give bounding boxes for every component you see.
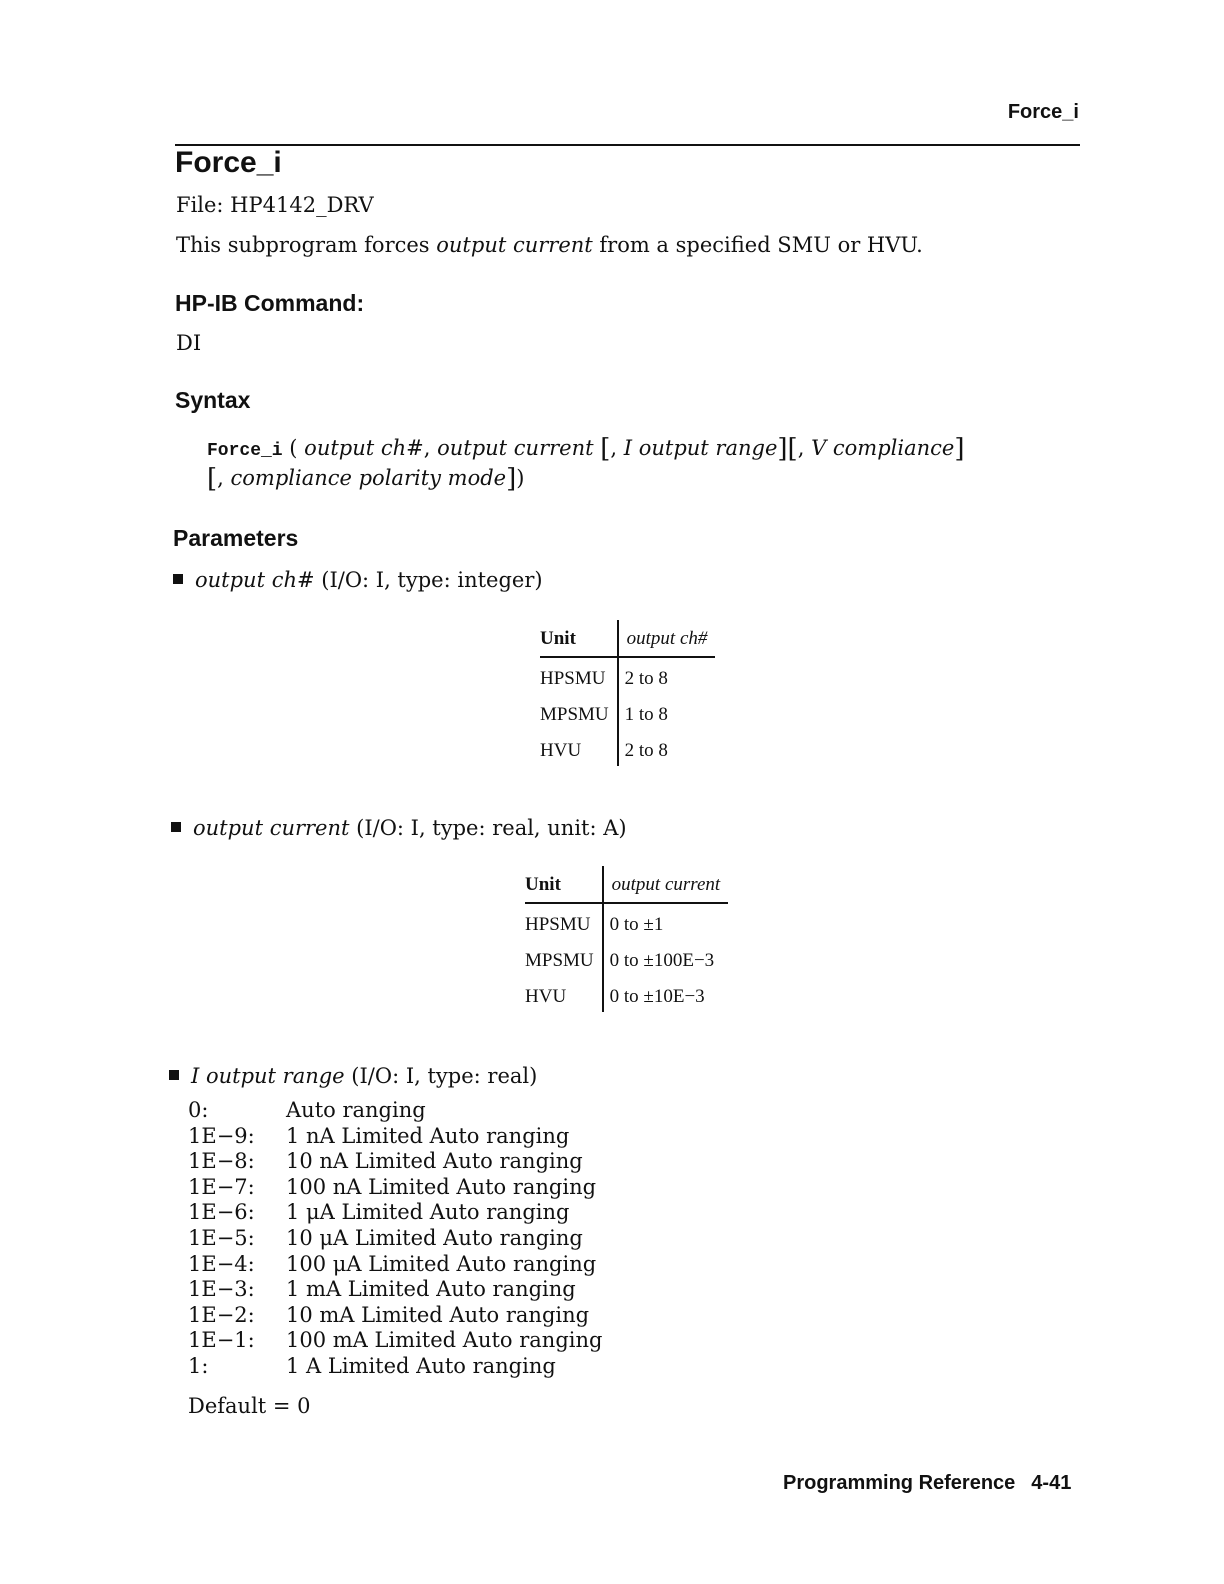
list-item	[188, 1226, 602, 1252]
file-line: File: HP4142_DRV	[176, 193, 374, 217]
page-title: Force_i	[175, 146, 282, 179]
range-desc: 1 nA Limited Auto ranging	[286, 1123, 570, 1148]
syntax-heading: Syntax	[175, 387, 251, 413]
running-header: Force_i	[1007, 101, 1079, 123]
page-footer	[783, 1472, 1071, 1495]
param-name: I output range	[191, 1064, 345, 1088]
list-item	[188, 1252, 602, 1278]
param-desc: (I/O: I, type: real)	[344, 1064, 538, 1088]
list-item	[188, 1098, 602, 1124]
range-desc: 1 μA Limited Auto ranging	[286, 1200, 570, 1225]
syntax-arg-polarity-mode: compliance polarity mode	[230, 466, 507, 490]
table-cell-value: 1 to 8	[618, 694, 716, 730]
range-value: 1E−5:	[188, 1225, 255, 1250]
table-row	[525, 940, 728, 976]
table-header-value: output ch#	[618, 620, 716, 657]
list-item	[188, 1175, 602, 1201]
param-i-output-range	[169, 1064, 537, 1088]
syntax-open-paren: (	[282, 436, 305, 460]
syntax-comma: ,	[797, 436, 812, 460]
table-header-unit: Unit	[525, 866, 603, 903]
range-value: 1E−3:	[188, 1277, 255, 1302]
table-cell-unit: HPSMU	[525, 914, 591, 935]
description-pre: This subprogram forces	[176, 233, 437, 257]
range-value: 1:	[188, 1353, 209, 1378]
range-value: 1E−9:	[188, 1123, 255, 1148]
table-cell-value: 0 to ±100E−3	[603, 940, 729, 976]
range-desc: Auto ranging	[286, 1098, 426, 1122]
syntax-close-paren: )	[516, 466, 525, 490]
range-value: 1E−2:	[188, 1302, 255, 1327]
page-number: 4-41	[1031, 1472, 1072, 1494]
parameters-heading: Parameters	[173, 525, 299, 551]
syntax-line-1	[207, 435, 965, 465]
syntax-function: Force_i	[207, 441, 283, 461]
syntax-line-2	[207, 465, 965, 493]
syntax-rbracket: ]	[506, 464, 517, 494]
description	[176, 233, 923, 257]
header-rule	[175, 144, 1080, 146]
param-name: output current	[193, 816, 350, 840]
syntax-lbracket: [	[600, 434, 611, 464]
range-list	[188, 1098, 602, 1380]
table-cell-unit: MPSMU	[540, 704, 609, 725]
syntax-rbracket: ]	[777, 434, 788, 464]
list-item	[188, 1277, 602, 1303]
table-header-value: output current	[603, 866, 729, 903]
table-row	[540, 694, 715, 730]
syntax-lbracket: [	[207, 464, 218, 494]
table-cell-unit: HVU	[525, 986, 567, 1007]
range-desc: 100 μA Limited Auto ranging	[286, 1251, 597, 1276]
param-output-current	[171, 816, 627, 840]
syntax-comma: ,	[217, 466, 231, 490]
syntax-lbracket: [	[787, 434, 798, 464]
hpib-heading: HP-IB Command:	[175, 290, 365, 316]
range-desc: 100 mA Limited Auto ranging	[286, 1328, 603, 1353]
range-value: 1E−8:	[188, 1149, 255, 1174]
table-cell-unit: MPSMU	[525, 950, 594, 971]
range-desc: 10 μA Limited Auto ranging	[286, 1225, 583, 1250]
param-desc: (I/O: I, type: real, unit: A)	[349, 816, 627, 840]
list-item	[188, 1354, 602, 1380]
bullet-square-icon	[169, 1070, 179, 1080]
table-cell-unit: HVU	[540, 740, 582, 761]
table-cell-unit: HPSMU	[540, 668, 606, 689]
syntax-rbracket: ]	[954, 434, 965, 464]
output-ch-table	[540, 620, 715, 766]
list-item	[188, 1328, 602, 1354]
param-name: output ch#	[195, 568, 315, 592]
range-value: 1E−4:	[188, 1251, 255, 1276]
table-cell-value: 2 to 8	[618, 730, 716, 766]
range-desc: 100 nA Limited Auto ranging	[286, 1174, 597, 1199]
syntax-arg-output-current: output current	[437, 436, 594, 460]
table-row	[525, 976, 728, 1012]
table-cell-value: 2 to 8	[618, 657, 716, 694]
range-value: 1E−7:	[188, 1174, 255, 1199]
range-value: 0:	[188, 1098, 209, 1122]
list-item	[188, 1200, 602, 1226]
table-row	[540, 657, 715, 694]
syntax-comma: ,	[610, 436, 624, 460]
bullet-square-icon	[171, 822, 181, 832]
list-item	[188, 1303, 602, 1329]
table-row	[525, 903, 728, 940]
table-cell-value: 0 to ±1	[603, 903, 729, 940]
default-value: Default = 0	[188, 1394, 311, 1418]
table-header-unit: Unit	[540, 620, 618, 657]
param-desc: (I/O: I, type: integer)	[314, 568, 543, 592]
table-header-row	[540, 620, 715, 657]
table-row	[540, 730, 715, 766]
range-desc: 1 mA Limited Auto ranging	[286, 1277, 576, 1302]
syntax-arg-i-range: I output range	[623, 436, 778, 460]
range-value: 1E−6:	[188, 1200, 255, 1225]
syntax-comma: ,	[423, 436, 438, 460]
list-item	[188, 1149, 602, 1175]
syntax-arg-output-ch: output ch#	[304, 436, 424, 460]
table-cell-value: 0 to ±10E−3	[603, 976, 729, 1012]
description-em: output current	[436, 233, 593, 257]
param-output-ch	[173, 568, 543, 592]
hpib-command: DI	[176, 331, 202, 355]
syntax-arg-v-compliance: V compliance	[811, 436, 955, 460]
range-value: 1E−1:	[188, 1328, 255, 1353]
footer-section: Programming Reference	[783, 1472, 1016, 1494]
description-post: from a specified SMU or HVU.	[592, 233, 923, 257]
range-desc: 1 A Limited Auto ranging	[286, 1353, 556, 1378]
bullet-square-icon	[173, 574, 183, 584]
output-current-table	[525, 866, 728, 1012]
syntax-block	[207, 435, 965, 493]
range-desc: 10 mA Limited Auto ranging	[286, 1302, 590, 1327]
table-header-row	[525, 866, 728, 903]
range-desc: 10 nA Limited Auto ranging	[286, 1149, 583, 1174]
list-item	[188, 1124, 602, 1150]
